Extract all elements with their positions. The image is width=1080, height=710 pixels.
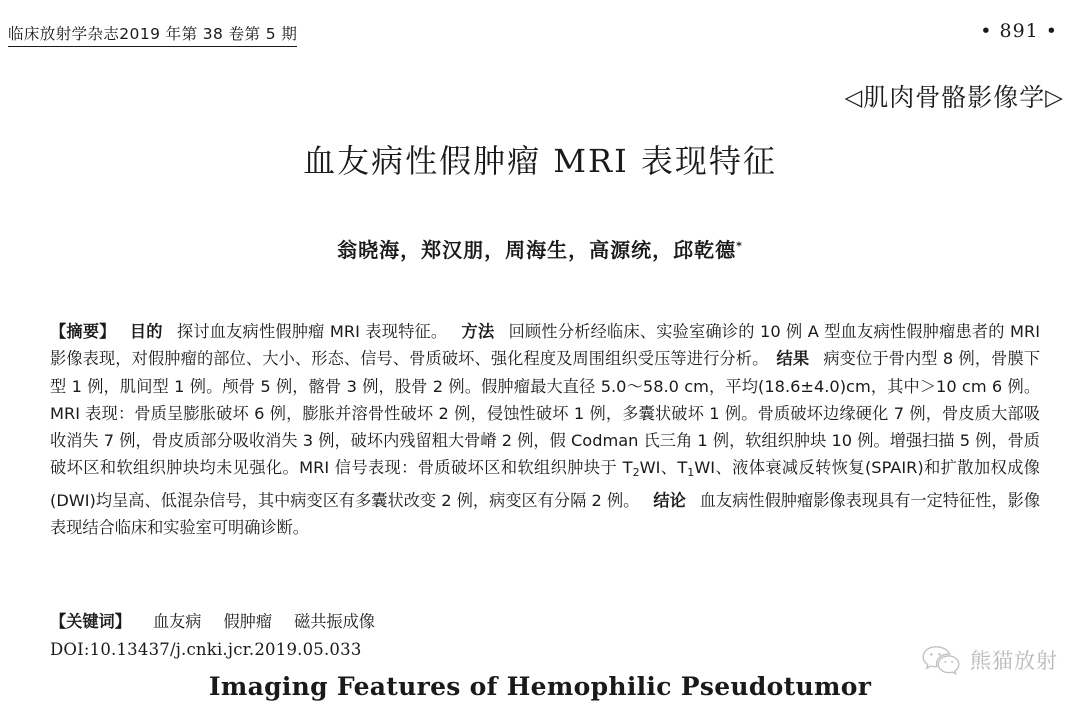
page-folio: • 891 • <box>980 20 1058 42</box>
objective-text: 探讨血友病性假肿瘤 MRI 表现特征。 <box>176 322 448 341</box>
conclusion-label: 结论 <box>653 490 686 510</box>
running-head: 临床放射学杂志2019 年第 38 卷第 5 期 <box>8 22 297 47</box>
objective-label: 目的 <box>129 322 163 341</box>
methods-label: 方法 <box>461 322 495 341</box>
abstract-block <box>50 318 1040 541</box>
results-text-part1: 病变位于骨内型 8 例，骨膜下型 1 例，肌间型 1 例。颅骨 5 例，髂骨 3 例，股骨 2 例。假肿瘤最大直径 5.0～58.0 cm，平均(18.6±4.0)cm，其中＞10 cm 6 例。MRI 表现：骨质呈膨胀破坏 6 例，膨胀并溶骨性破坏 2 例，侵蚀性破坏 1 例，多囊状破坏 1 例。骨质破坏边缘硬化 7 例，骨皮质大部吸收消失 7 例，骨皮质部分吸收消失 3 例，破坏内残留粗大骨嵴 2 例，假 Codman 氏三角 1 例，软组织肿块 10 例。增强扫描 5 例，骨质破坏区和软组织肿块均未见强化。MRI 信号表现：骨质破坏区和软组织肿块于 T <box>50 349 1041 478</box>
doi-label: DOI: <box>50 640 90 659</box>
results-label: 结果 <box>776 349 810 369</box>
section-marker <box>845 78 1064 114</box>
keyword-item: 血友病 <box>152 612 202 631</box>
t2-subscript: 2 <box>632 466 640 480</box>
left-triangle-icon: ◁ <box>844 85 864 111</box>
article-title-en: Imaging Features of Hemophilic Pseudotumor <box>208 672 872 701</box>
doi-line <box>50 640 362 659</box>
keyword-item: 假肿瘤 <box>223 612 273 631</box>
author-names: 翁晓海，郑汉朋，周海生，高源统，邱乾德 <box>337 238 737 262</box>
section-label: 肌肉骨骼影像学 <box>863 83 1046 112</box>
watermark-text: 熊猫放射 <box>970 649 1058 673</box>
watermark <box>921 644 1058 676</box>
author-list <box>0 234 1080 263</box>
results-text-part3: WI、液体衰减反转恢复(SPAIR)和扩散加权成像(DWI)均呈高、低混杂信号，其中病变区有多囊状改变 2 例，病变区有分隔 2 例。 <box>50 458 1040 510</box>
right-triangle-icon: ▷ <box>1045 85 1064 111</box>
keyword-item: 磁共振成像 <box>294 612 375 631</box>
keywords-label: 【关键词】 <box>50 612 131 631</box>
doi-value: 10.13437/j.cnki.jcr.2019.05.033 <box>89 640 362 659</box>
results-text-part2: WI、T <box>639 458 688 478</box>
abstract-label: 【摘要】 <box>50 322 116 341</box>
article-title-cn: 血友病性假肿瘤 MRI 表现特征 <box>303 142 777 180</box>
methods-text: 回顾性分析经临床、实验室确诊的 10 例 A 型血友病性假肿瘤患者的 MRI 影像表现，对假肿瘤的部位、大小、形态、信号、骨质破坏、强化程度及周围组织受压等进行分析。 <box>50 322 1041 369</box>
wechat-icon <box>921 644 961 676</box>
t1-subscript: 1 <box>687 466 695 480</box>
conclusion-text: 血友病性假肿瘤影像表现具有一定特征性，影像表现结合临床和实验室可明确诊断。 <box>50 490 1041 538</box>
keywords-block <box>50 608 1040 632</box>
corresponding-author-marker: * <box>736 239 743 253</box>
